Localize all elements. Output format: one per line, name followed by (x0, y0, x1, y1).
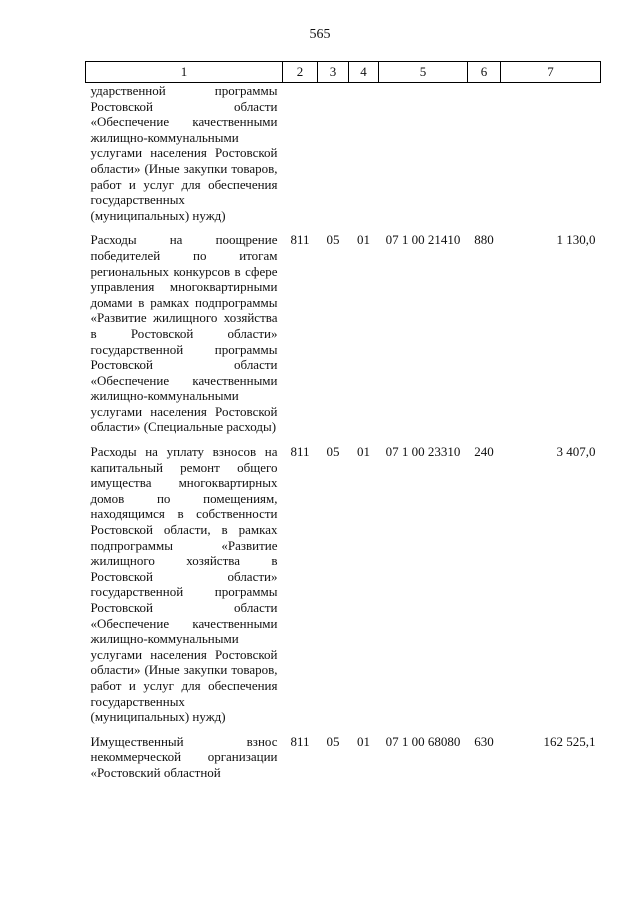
table-header (86, 62, 601, 83)
budget-table (85, 61, 601, 790)
row-amount (501, 83, 601, 233)
col-header-6: 6 (468, 62, 501, 83)
row-section-code (318, 83, 349, 233)
row-ministry-code (283, 83, 318, 233)
page-number: 565 (309, 27, 331, 42)
row-ministry-code: 811 (290, 232, 310, 248)
row-description: ударственной программы Ростовской области «Обеспечение качественными жилищно-коммунальными услугами населения Ростовской области» (Иные закупки товаров, работ и услуг для обеспечения государственных (муниципальных) нужд) (90, 83, 278, 223)
row-description: Расходы на уплату взносов на капитальный ремонт общего имущества многоквартирных домов по помещениям, находящимся в собственности Ростовской области, в рамках подпрограммы «Развитие жилищного хозяйства в Ростовской области» государственной программы Ростовской области «Обеспечение качественными жилищно-коммунальными услугами населения Ростовской области» (Иные закупки товаров, работ и услуг для обеспечения государственных (муниципальных) нужд) (90, 444, 278, 725)
col-header-2: 2 (283, 62, 318, 83)
row-target-code: 07 1 00 23310 (385, 444, 461, 460)
table-row (86, 232, 601, 444)
row-target-code (379, 83, 468, 233)
row-subsection-code: 01 (357, 444, 370, 460)
row-description: Имущественный взнос некоммерческой организации «Ростовский областной (90, 733, 278, 780)
col-header-1: 1 (86, 62, 283, 83)
row-target-code: 07 1 00 68080 (385, 733, 461, 749)
table-row (86, 444, 601, 734)
row-section-code: 05 (326, 232, 340, 248)
row-expense-type-code: 630 (474, 733, 494, 749)
row-section-code: 05 (326, 733, 340, 749)
col-header-3: 3 (318, 62, 349, 83)
row-amount: 3 407,0 (556, 444, 596, 460)
row-subsection-code: 01 (357, 733, 370, 749)
col-header-4: 4 (349, 62, 379, 83)
row-ministry-code: 811 (290, 444, 310, 460)
row-amount: 162 525,1 (543, 733, 596, 749)
row-expense-type-code: 880 (474, 232, 494, 248)
col-header-5: 5 (379, 62, 468, 83)
table-row (86, 734, 601, 790)
row-expense-type-code (468, 83, 501, 233)
row-amount: 1 130,0 (556, 232, 596, 248)
col-header-7: 7 (501, 62, 601, 83)
table-row (86, 83, 601, 233)
row-target-code: 07 1 00 21410 (385, 232, 461, 248)
row-expense-type-code: 240 (474, 444, 494, 460)
row-ministry-code: 811 (290, 733, 310, 749)
row-description: Расходы на поощрение победителей по итогам региональных конкурсов в сфере управления многоквартирными домами в рамках подпрограммы «Развитие жилищного хозяйства в Ростовской области» государственной программы Ростовской области «Обеспечение качественными жилищно-коммунальными услугами населения Ростовской области» (Специальные расходы) (90, 232, 278, 435)
row-section-code: 05 (326, 444, 340, 460)
row-subsection-code: 01 (357, 232, 370, 248)
row-subsection-code (349, 83, 379, 233)
